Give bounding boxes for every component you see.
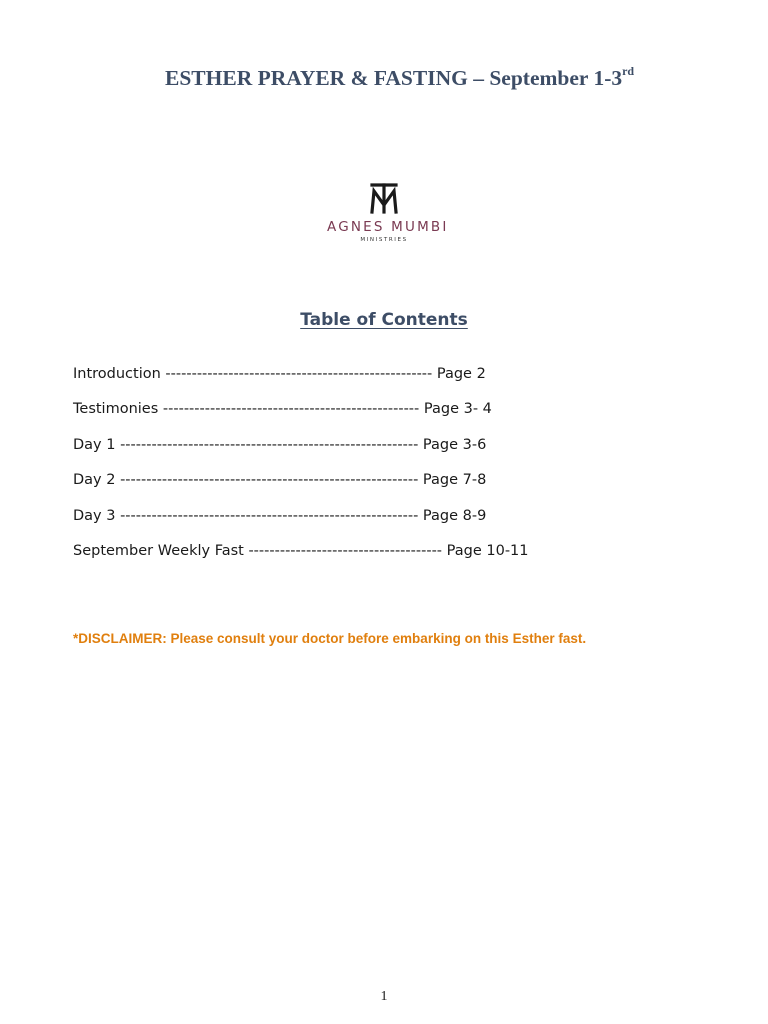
toc-entry-leader: ------------------------------------- — [248, 542, 443, 559]
toc-heading: Table of Contents — [300, 310, 468, 330]
table-of-contents — [73, 366, 693, 578]
toc-entry-label: Day 3 — [73, 507, 116, 524]
toc-entry-leader: ------------------------------------------------- — [162, 401, 420, 418]
disclaimer-text: *DISCLAIMER: Please consult your doctor before embarking on this Esther fast. — [73, 631, 587, 646]
toc-entry-page: Page 2 — [436, 366, 486, 382]
document-title-ordinal: rd — [622, 64, 635, 78]
toc-entry-leader: --------------------------------------------------- — [165, 366, 433, 382]
toc-entry-leader: --------------------------------------------------------- — [120, 436, 419, 453]
toc-entry-label: Introduction — [73, 366, 161, 382]
toc-entry-day-3[interactable] — [73, 508, 693, 543]
ministry-logo — [327, 181, 449, 247]
toc-entry-label: Day 2 — [73, 472, 116, 489]
toc-entry-page: Page 3- 4 — [423, 401, 492, 418]
toc-entry-introduction[interactable] — [73, 366, 693, 401]
toc-entry-page: Page 7-8 — [422, 472, 487, 489]
toc-entry-leader: --------------------------------------------------------- — [120, 472, 419, 489]
toc-entry-day-1[interactable] — [73, 437, 693, 472]
logo-name: AGNES MUMBI — [327, 219, 449, 235]
document-title-text: ESTHER PRAYER & FASTING – September 1-3 — [165, 66, 623, 91]
toc-entry-day-2[interactable] — [73, 472, 693, 507]
page-number: 1 — [380, 989, 388, 1004]
toc-entry-september-weekly-fast[interactable] — [73, 543, 693, 578]
toc-entry-testimonies[interactable] — [73, 401, 693, 436]
toc-entry-leader: --------------------------------------------------------- — [120, 507, 419, 524]
document-title — [165, 66, 634, 91]
toc-entry-page: Page 8-9 — [422, 507, 487, 524]
toc-entry-page: Page 10-11 — [446, 542, 529, 559]
toc-entry-label: September Weekly Fast — [73, 542, 244, 559]
toc-entry-label: Day 1 — [73, 436, 116, 453]
toc-entry-page: Page 3-6 — [422, 436, 487, 453]
logo-subtitle: MINISTRIES — [360, 237, 408, 243]
am-monogram-icon — [327, 181, 441, 215]
toc-entry-label: Testimonies — [73, 401, 159, 418]
